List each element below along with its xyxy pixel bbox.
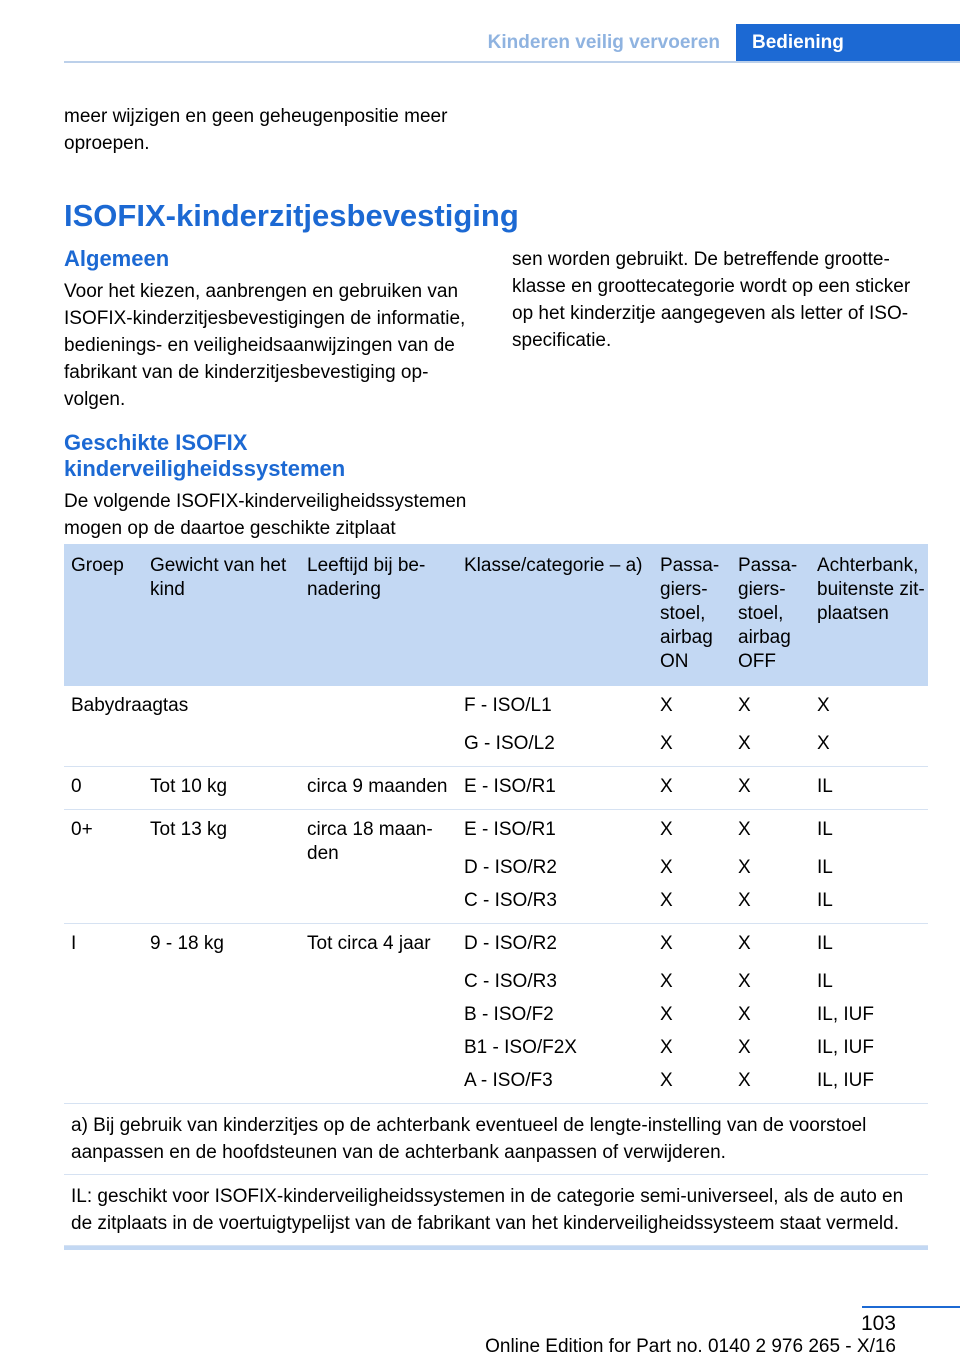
off-value: X xyxy=(738,695,751,716)
table-row xyxy=(64,767,928,810)
isofix-table xyxy=(64,544,928,1250)
group-cell: 0+ xyxy=(71,819,93,840)
class-cell xyxy=(457,775,653,799)
header-cell: Passagiersstoel, airbag OFF xyxy=(738,555,798,672)
on-value: X xyxy=(660,733,673,754)
class-value: C - ISO/R3 xyxy=(464,890,557,911)
on-value: X xyxy=(660,1004,673,1025)
table-end-bar xyxy=(64,1246,928,1250)
suitable-text-continued: sen worden gebruikt. De betreffende grootteklasse en groottecategorie wordt op een sticker op het kinderzitje aangegeven als letter of ISO-specificatie. xyxy=(512,249,911,351)
on-value: X xyxy=(660,695,673,716)
table-footnote: a) Bij gebruik van kinderzitjes op de achterbank eventueel de lengte-instelling van de voorstoel aanpassen en de hoofdsteunen van de achterbank aanpassen of verwijderen. xyxy=(64,1104,928,1175)
on-value: X xyxy=(660,1070,673,1091)
age-cell: circa 9 maanden xyxy=(307,776,448,797)
off-value: X xyxy=(738,857,751,878)
off-value: X xyxy=(738,1004,751,1025)
weight-cell: 9 - 18 kg xyxy=(150,933,224,954)
rear-value: IL xyxy=(817,857,833,878)
off-value: X xyxy=(738,933,751,954)
suitable-section xyxy=(64,430,482,542)
rear-value: IL xyxy=(817,971,833,992)
general-heading: Algemeen xyxy=(64,246,170,271)
header-cell: Groep xyxy=(71,555,124,576)
airbag-on-cell xyxy=(653,694,731,760)
class-value: C - ISO/R3 xyxy=(464,971,557,992)
group-cell: I xyxy=(71,933,77,954)
off-value: X xyxy=(738,1070,751,1091)
rear-value: X xyxy=(817,695,830,716)
rear-cell xyxy=(810,818,928,917)
rear-value: IL, IUF xyxy=(817,1070,875,1091)
rear-value: IL xyxy=(817,776,833,797)
on-value: X xyxy=(660,933,673,954)
airbag-off-cell xyxy=(731,818,810,917)
header-cell: Passagiersstoel, airbag ON xyxy=(660,555,720,672)
table-row xyxy=(64,810,928,924)
page-title: ISOFIX-kinderzitjesbevestiging xyxy=(64,198,519,233)
off-value: X xyxy=(738,776,751,797)
airbag-on-cell xyxy=(653,775,731,799)
general-section xyxy=(64,246,482,413)
class-value: B1 - ISO/F2X xyxy=(464,1037,577,1058)
off-value: X xyxy=(738,1037,751,1058)
airbag-off-cell xyxy=(731,775,810,799)
general-text: Voor het kiezen, aanbrengen en gebruiken van ISOFIX-kinderzitjesbevestigingen de informatie, bedienings- en veiligheidsaanwijzingen van de fabrikant van de kinderzitjesbevestiging opvolgen. xyxy=(64,281,466,410)
header-divider xyxy=(64,61,960,63)
class-cell xyxy=(457,694,653,760)
airbag-off-cell xyxy=(731,694,810,760)
table-footnote: IL: geschikt voor ISOFIX-kinderveiligheidssystemen in de categorie semi-universeel, als de auto en de zitplaats in de voertuigtypelijst van de fabrikant van het kinderveiligheidssysteem staat vermeld. xyxy=(64,1175,928,1246)
off-value: X xyxy=(738,733,751,754)
airbag-off-cell xyxy=(731,932,810,1097)
rear-cell xyxy=(810,932,928,1097)
class-cell xyxy=(457,818,653,917)
class-value: A - ISO/F3 xyxy=(464,1070,553,1091)
header-cell: Achterbank, buitenste zitplaatsen xyxy=(817,555,925,624)
class-value: F - ISO/L1 xyxy=(464,695,552,716)
class-value: G - ISO/L2 xyxy=(464,733,555,754)
header-section-tab[interactable]: Kinderen veilig vervoeren xyxy=(487,32,720,53)
weight-cell: Tot 10 kg xyxy=(150,776,228,797)
suitable-heading: Geschikte ISOFIX kinderveiligheidssystemen xyxy=(64,430,346,481)
page-number: 103 xyxy=(860,1312,896,1335)
on-value: X xyxy=(660,857,673,878)
on-value: X xyxy=(660,776,673,797)
table-row xyxy=(64,924,928,1104)
class-value: D - ISO/R2 xyxy=(464,933,557,954)
age-cell: circa 18 maanden xyxy=(307,819,433,864)
header-chapter-tab[interactable]: Bediening xyxy=(736,24,960,62)
table-header xyxy=(64,544,928,686)
header-cell: Leeftijd bij benadering xyxy=(307,555,426,600)
rear-value: IL, IUF xyxy=(817,1037,875,1058)
age-cell: Tot circa 4 jaar xyxy=(307,933,431,954)
airbag-on-cell xyxy=(653,818,731,917)
intro-paragraph: meer wijzigen en geen geheugenpositie meer oproepen. xyxy=(64,106,448,154)
suitable-text: De volgende ISOFIX-kinderveiligheidssystemen mogen op de daartoe geschikte zitplaat xyxy=(64,491,467,539)
rear-cell xyxy=(810,694,928,760)
edition-note: Online Edition for Part no. 0140 2 976 265 - X/16 xyxy=(485,1336,896,1357)
airbag-on-cell xyxy=(653,932,731,1097)
class-value: B - ISO/F2 xyxy=(464,1004,554,1025)
off-value: X xyxy=(738,819,751,840)
class-cell xyxy=(457,932,653,1097)
on-value: X xyxy=(660,971,673,992)
class-value: E - ISO/R1 xyxy=(464,776,556,797)
header-cell: Gewicht van het kind xyxy=(150,555,287,600)
rear-cell xyxy=(810,775,928,799)
right-column xyxy=(512,246,932,354)
on-value: X xyxy=(660,890,673,911)
rear-value: IL, IUF xyxy=(817,1004,875,1025)
on-value: X xyxy=(660,1037,673,1058)
class-value: E - ISO/R1 xyxy=(464,819,556,840)
weight-cell: Tot 13 kg xyxy=(150,819,228,840)
header-cell: Klasse/categorie – a) xyxy=(464,555,643,576)
group-cell: Babydraagtas xyxy=(71,695,189,716)
class-value: D - ISO/R2 xyxy=(464,857,557,878)
on-value: X xyxy=(660,819,673,840)
rear-value: IL xyxy=(817,933,833,954)
group-cell: 0 xyxy=(71,776,82,797)
off-value: X xyxy=(738,971,751,992)
rear-value: IL xyxy=(817,890,833,911)
table-row xyxy=(64,686,928,767)
off-value: X xyxy=(738,890,751,911)
footer-divider xyxy=(862,1306,960,1308)
rear-value: X xyxy=(817,733,830,754)
rear-value: IL xyxy=(817,819,833,840)
